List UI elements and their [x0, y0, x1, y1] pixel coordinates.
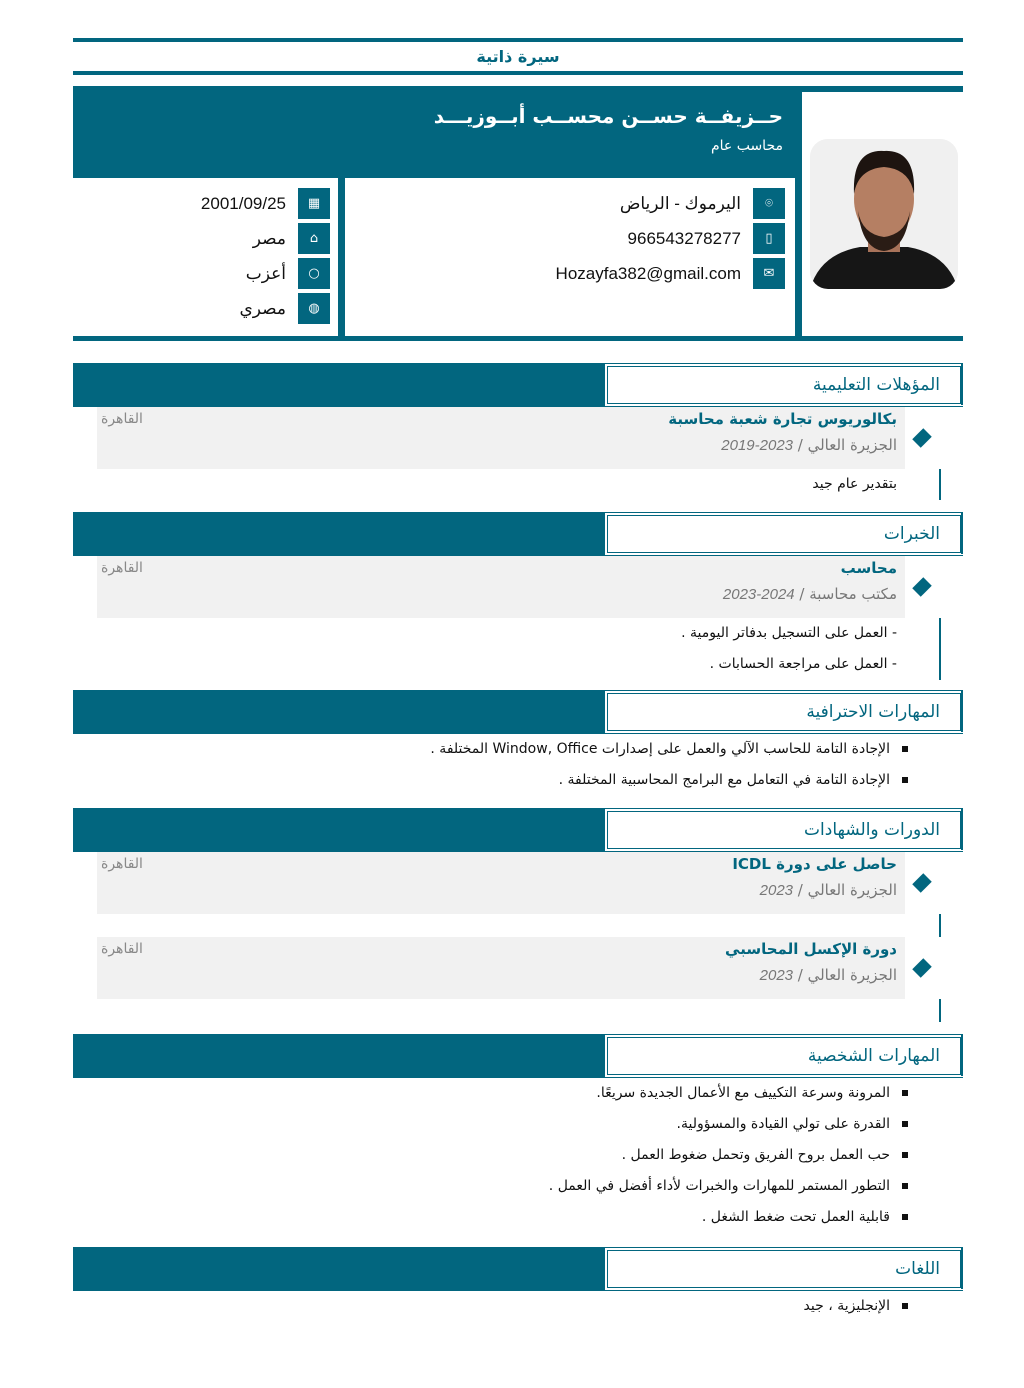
- contact-info: [352, 178, 793, 336]
- timeline-line: [939, 914, 941, 937]
- entry-box: [97, 852, 905, 914]
- entry-org: الجزيرة العالي /: [793, 436, 897, 454]
- course-entry: [73, 937, 963, 1022]
- entry-org: الجزيرة العالي /: [793, 966, 897, 984]
- section-experience: [73, 512, 963, 556]
- section-education: [73, 363, 963, 407]
- diamond-icon: [912, 873, 932, 893]
- entry-date: 2023-2019: [721, 437, 794, 454]
- entry-city: القاهرة: [101, 411, 143, 427]
- entry-city: القاهرة: [101, 941, 143, 957]
- job-title: محاسب عام: [710, 138, 783, 154]
- birth-date: 2001/09/25: [200, 193, 286, 213]
- diamond-icon: [912, 958, 932, 978]
- section-personal-skills: [73, 1034, 963, 1078]
- list-item: قابلية العمل تحت ضغط الشغل .: [73, 1202, 908, 1233]
- list-item: الإجادة التامة للحاسب الآلي والعمل على إصدارات Window, Office المختلفة .: [73, 734, 908, 765]
- phone-icon: ▯: [753, 223, 785, 254]
- address: اليرموك - الرياض: [619, 193, 741, 213]
- entry-desc: - العمل على مراجعة الحسابات .: [709, 656, 897, 672]
- document-title: سيرة ذاتية: [476, 47, 560, 66]
- marital-status: أعزب: [245, 263, 286, 283]
- photo-column: [795, 92, 963, 336]
- section-courses: [73, 808, 963, 852]
- profile-photo: [810, 139, 958, 289]
- globe-icon: ◍: [298, 293, 330, 324]
- list-item: الإنجليزية ، جيد: [73, 1291, 908, 1322]
- section-title: الدورات والشهادات: [607, 811, 961, 849]
- list-item: المرونة وسرعة التكييف مع الأعمال الجديدة سريعًا.: [73, 1078, 908, 1109]
- languages-list: [73, 1291, 963, 1322]
- list-item: القدرة على تولي القيادة والمسؤولية.: [73, 1109, 908, 1140]
- diamond-icon: [912, 577, 932, 597]
- email[interactable]: Hozayfa382@gmail.com: [555, 263, 741, 283]
- entry-org: مكتب محاسبة /: [794, 585, 897, 603]
- experience-entry: [73, 556, 963, 680]
- entry-desc: بتقدير عام جيد: [812, 476, 897, 492]
- entry-box: [97, 937, 905, 999]
- country: مصر: [252, 228, 286, 248]
- section-languages: [73, 1247, 963, 1291]
- entry-city: القاهرة: [101, 560, 143, 576]
- diamond-icon: [912, 428, 932, 448]
- entry-desc: - العمل على التسجيل بدفاتر اليومية .: [681, 625, 897, 641]
- entry-date: 2024-2023: [722, 586, 795, 603]
- pro-skills-list: [73, 734, 963, 796]
- home-icon: ⌂: [298, 223, 330, 254]
- entry-box: [97, 556, 905, 618]
- section-title: المؤهلات التعليمية: [607, 366, 961, 404]
- entry-title: دورة الإكسل المحاسبي: [725, 940, 897, 958]
- location-icon: ⌾: [753, 188, 785, 219]
- entry-date: 2023: [759, 882, 794, 899]
- entry-city: القاهرة: [101, 856, 143, 872]
- calendar-icon: ▦: [298, 188, 330, 219]
- entry-title: حاصل على دورة ICDL: [732, 855, 897, 873]
- entry-title: بكالوريوس تجارة شعبة محاسبة: [668, 410, 897, 428]
- section-title: المهارات الشخصية: [607, 1037, 961, 1075]
- timeline-line: [939, 999, 941, 1022]
- section-title: الخبرات: [607, 515, 961, 553]
- entry-org: الجزيرة العالي /: [793, 881, 897, 899]
- nationality: مصري: [239, 298, 286, 318]
- section-title: المهارات الاحترافية: [607, 693, 961, 731]
- title-rule: [73, 71, 963, 75]
- full-name: حــزيفــة حســن محســب أبــوزيـــد: [433, 104, 783, 128]
- entry-date: 2023: [759, 967, 794, 984]
- entry-title: محاسب: [840, 559, 897, 577]
- name-band: [73, 92, 795, 178]
- personal-skills-list: [73, 1078, 963, 1233]
- entry-box: [97, 407, 905, 469]
- profile-header: [73, 86, 963, 341]
- section-pro-skills: [73, 690, 963, 734]
- list-item: التطور المستمر للمهارات والخبرات لأداء أفضل في العمل .: [73, 1171, 908, 1202]
- ring-icon: ○: [298, 258, 330, 289]
- list-item: الإجادة التامة في التعامل مع البرامج المحاسبية المختلفة .: [73, 765, 908, 796]
- course-entry: [73, 852, 963, 937]
- education-entry: [73, 407, 963, 500]
- section-title: اللغات: [607, 1250, 961, 1288]
- list-item: حب العمل بروح الفريق وتحمل ضغوط العمل .: [73, 1140, 908, 1171]
- personal-info: [73, 178, 345, 336]
- email-icon: ✉: [753, 258, 785, 289]
- phone: 966543278277: [627, 228, 741, 248]
